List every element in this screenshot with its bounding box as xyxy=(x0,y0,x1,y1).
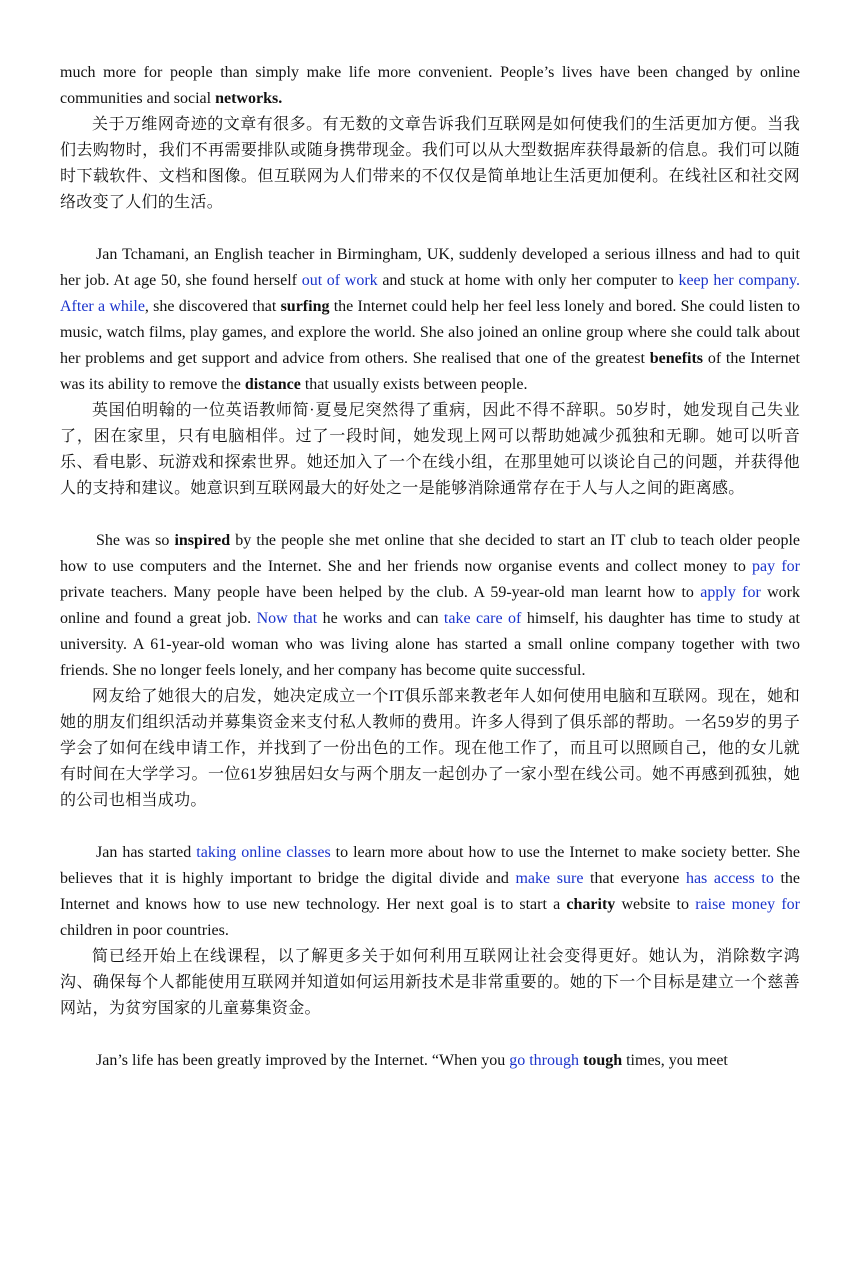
phrase-has-access-to: has access to xyxy=(685,870,774,887)
phrase-go-through: go through xyxy=(509,1052,579,1069)
document-page xyxy=(0,60,860,1274)
paragraph-2-english xyxy=(60,242,800,398)
text-run: he works and can xyxy=(317,610,444,627)
text-run: that everyone xyxy=(583,870,686,887)
text-run: website to xyxy=(615,896,696,913)
text-run: Jan has started xyxy=(96,844,197,861)
paragraph-gap xyxy=(60,502,800,528)
paragraph-2-chinese: 英国伯明翰的一位英语教师简·夏曼尼突然得了重病，因此不得不辞职。50岁时，她发现自己失业了，困在家里，只有电脑相伴。过了一段时间，她发现上网可以帮助她减少孤独和无聊。她可以听音乐、看电影、玩游戏和探索世界。她还加入了一个在线小组，在那里她可以谈论自己的问题，并获得他人的支持和建议。她意识到互联网最大的好处之一是能够消除通常存在于人与人之间的距离感。 xyxy=(60,402,800,497)
paragraph-gap xyxy=(60,1022,800,1048)
bold-term-benefits: benefits xyxy=(649,350,704,367)
text-run: , she discovered that xyxy=(144,298,281,315)
paragraph-gap xyxy=(60,216,800,242)
bold-term-charity: charity xyxy=(566,896,616,913)
phrase-now-that: Now that xyxy=(256,610,318,627)
text-run: and stuck at home with only her computer to xyxy=(377,272,679,289)
paragraph-5-english xyxy=(60,1048,800,1074)
text-run: Jan Tchamani, an English teacher in Birmingham, UK, suddenly developed a serious illness and had to quit her job. At age 50, she found herself xyxy=(60,246,800,289)
phrase-take-care-of: take care of xyxy=(443,610,522,627)
text-run: much more for people than simply make life more convenient. People’s lives have been changed by online communities and social xyxy=(60,64,800,107)
phrase-out-of-work: out of work xyxy=(301,272,378,289)
text-run: of the Internet was its ability to remove the xyxy=(60,350,801,393)
phrase-raise-money-for: raise money for xyxy=(695,896,800,913)
bold-term-networks: networks. xyxy=(215,90,283,107)
text-run: work online and found a great job. xyxy=(60,584,800,627)
text-run: children in poor countries. xyxy=(60,922,229,939)
phrase-keep-company-after-a-while: keep her company. After a while xyxy=(60,272,801,315)
phrase-taking-online-classes: taking online classes xyxy=(196,844,331,861)
paragraph-3-chinese: 网友给了她很大的启发，她决定成立一个IT俱乐部来教老年人如何使用电脑和互联网。现在，她和她的朋友们组织活动并募集资金来支付私人教师的费用。许多人得到了俱乐部的帮助。一名59岁的男子学会了如何在线申请工作，并找到了一份出色的工作。现在他工作了，而且可以照顾自己，他的女儿就有时间在大学学习。一位61岁独居妇女与两个朋友一起创办了一家小型在线公司。她不再感到孤独，她的公司也相当成功。 xyxy=(60,688,800,809)
text-run: private teachers. Many people have been helped by the club. A 59-year-old man learnt how to xyxy=(60,584,701,601)
paragraph-1-chinese: 关于万维网奇迹的文章有很多。有无数的文章告诉我们互联网是如何使我们的生活更加方便。当我们去购物时，我们不再需要排队或随身携带现金。我们可以从大型数据库获得最新的信息。我们可以随时下载软件、文档和图像。但互联网为人们带来的不仅仅是简单地让生活更加便利。在线社区和社交网络改变了人们的生活。 xyxy=(60,116,800,211)
phrase-make-sure: make sure xyxy=(515,870,584,887)
phrase-apply-for: apply for xyxy=(700,584,761,601)
text-run: times, you meet xyxy=(622,1052,728,1069)
text-run: by the people she met online that she decided to start an IT club to teach older people how to use computers and the Internet. She and her friends now organise events and collect money to xyxy=(60,532,800,575)
text-run: to learn more about how to use the Internet to make society better. She believes that it is highly important to bridge the digital divide and xyxy=(60,844,800,887)
paragraph-4-english xyxy=(60,840,800,944)
bold-term-surfing: surfing xyxy=(280,298,330,315)
bold-term-inspired: inspired xyxy=(174,532,231,549)
text-run: himself, his daughter has time to study at university. A 61-year-old woman who was living alone has started a small online company together with two friends. She no longer feels lonely, and her company has become quite successful. xyxy=(60,610,801,679)
bold-term-tough: tough xyxy=(582,1052,623,1069)
text-run: that usually exists between people. xyxy=(300,376,528,393)
text-run: the Internet could help her feel less lonely and bored. She could listen to music, watch films, play games, and explore the world. She also joined an online group where she could talk about her problems and get support and advice from others. She realised that one of the greatest xyxy=(60,298,800,367)
text-run: She was so xyxy=(96,532,175,549)
paragraph-4-chinese: 简已经开始上在线课程，以了解更多关于如何利用互联网让社会变得更好。她认为，消除数字鸿沟、确保每个人都能使用互联网并知道如何运用新技术是非常重要的。她的下一个目标是建立一个慈善网站，为贫穷国家的儿童募集资金。 xyxy=(60,948,800,1017)
paragraph-gap xyxy=(60,814,800,840)
phrase-pay-for: pay for xyxy=(752,558,800,575)
text-run: the Internet and knows how to use new technology. Her next goal is to start a xyxy=(60,870,801,913)
text-run: Jan’s life has been greatly improved by the Internet. “When you xyxy=(96,1052,510,1069)
paragraph-1-english xyxy=(60,60,800,112)
bold-term-distance: distance xyxy=(244,376,301,393)
paragraph-3-english xyxy=(60,528,800,684)
